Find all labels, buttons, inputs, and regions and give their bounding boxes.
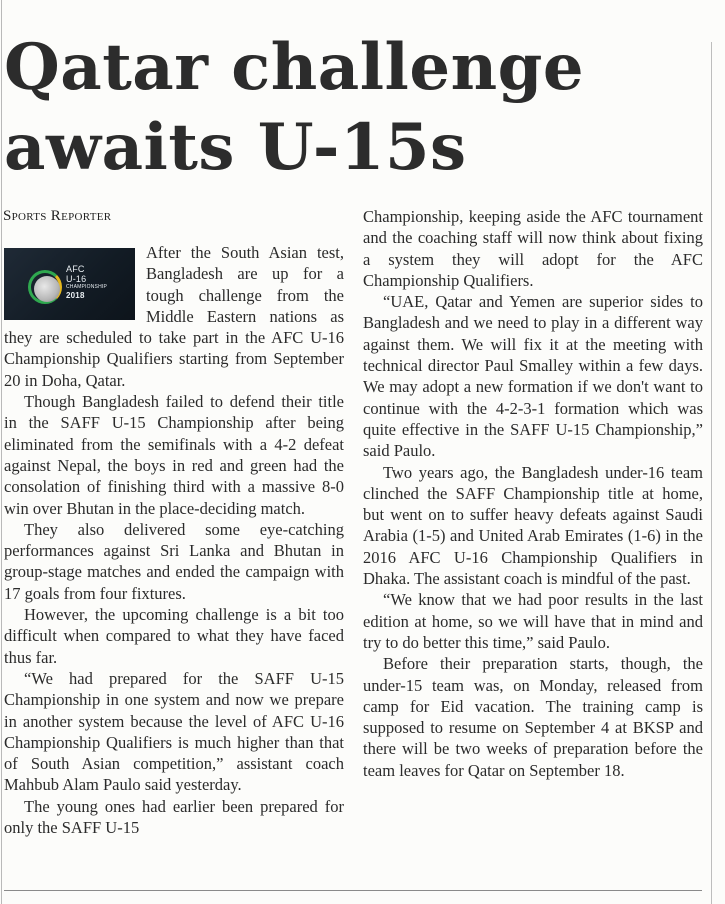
article-column-right [363,206,703,781]
afc-u16-championship-logo-photo [4,248,135,320]
paragraph-text: After the South Asian test, Bangladesh are up for a tough challenge from the Middle Eastern nations as they are scheduled to take part in the AFC U-16 Championship Qualifiers starting from September 20 in Doha, Qatar. [4,243,344,390]
article-column-left [4,242,344,838]
paragraph-1 [4,242,344,391]
football-icon [34,276,60,302]
paragraph-3: They also delivered some eye-catching performances against Sri Lanka and Bhutan in group-stage matches and ended the campaign with 17 goals from four fixtures. [4,519,344,603]
paragraph-6-continued: Championship, keeping aside the AFC tournament and the coaching staff will now think about fixing a system they will adopt for the AFC Championship Qualifiers. [363,207,703,290]
paragraph-9: “We know that we had poor results in the last edition at home, so we will have that in mind and try to do better this time,” said Paulo. [363,590,703,652]
bottom-rule [4,890,702,891]
headline [4,28,704,188]
paragraph-8: Two years ago, the Bangladesh under-16 team clinched the SAFF Championship title at home, but went on to suffer heavy defeats against Saudi Arabia (1-5) and United Arab Emirates (1-6) in the 2016 AFC U-16 Championship Qualifiers in Dhaka. The assistant coach is mindful of the past. [363,462,703,589]
paragraph-7: “UAE, Qatar and Yemen are superior sides to Bangladesh and we need to play in a different way against them. We will fix it at the meeting with technical director Paul Smalley within a few days. We may adopt a new formation if we don't want to continue with the 4-2-3-1 formation which was quite effective in the SAFF U-15 Championship,” said Paulo. [363,292,703,461]
paragraph-4: However, the upcoming challenge is a bit too difficult when compared to what they have faced thus far. [4,605,344,667]
paragraph-10: Before their preparation starts, though, the under-15 team was, on Monday, released from camp for Eid vacation. The training camp is supposed to resume on September 4 at BKSP and there will be two weeks of preparation before the team leaves for Qatar on September 18. [363,654,703,780]
headline-line-1: Qatar challenge [4,30,585,105]
paragraph-5: “We had prepared for the SAFF U-15 Championship in one system and now we prepare in another system because the level of AFC U-16 Championship Qualifiers is much higher than that of South Asian competition,” assistant coach Mahbub Alam Paulo said yesterday. [4,668,344,795]
logo-wordmark: AFC U-16 CHAMPIONSHIP 2018 [66,264,108,300]
byline: Sports Reporter [3,208,112,224]
paragraph-2: Though Bangladesh failed to defend their title in the SAFF U-15 Championship after being eliminated from the semifinals with a 4-2 defeat against Nepal, the boys in red and green had the consolation of finishing third with a massive 8-0 win over Bhutan in the place-deciding match. [4,392,344,518]
paragraph-6: The young ones had earlier been prepared for only the SAFF U-15 [4,796,344,838]
left-border-rule [1,0,2,904]
headline-line-2: awaits U-15s [4,110,467,185]
column-right-rule [711,42,712,904]
